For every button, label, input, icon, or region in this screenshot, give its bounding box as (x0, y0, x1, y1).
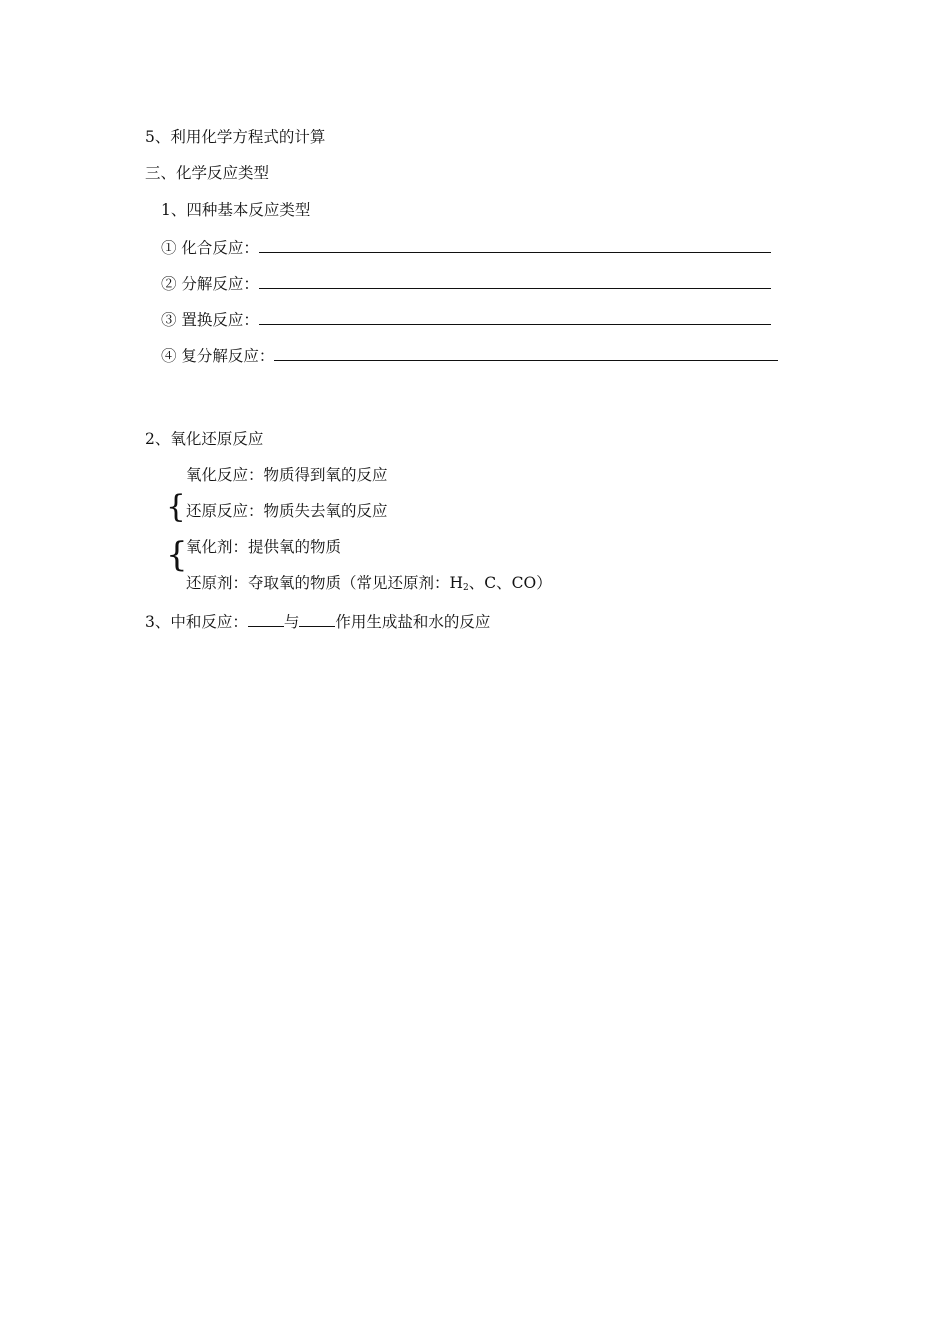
basic-type-item-2 (161, 272, 771, 294)
brace-agents: { (166, 535, 188, 575)
answer-blank[interactable] (274, 344, 778, 361)
basic-type-label: ④ 复分解反应： (161, 347, 275, 365)
basic-types-heading: 1、四种基本反应类型 (161, 201, 311, 219)
answer-blank[interactable] (259, 308, 771, 325)
reductant-text: 还原剂：夺取氧的物质（常见还原剂：H (186, 574, 464, 592)
neutralization-prefix: 3、中和反应： (145, 613, 248, 631)
redox-heading: 2、氧化还原反应 (145, 430, 264, 448)
brace-reaction: { (166, 489, 186, 525)
section-5-title: 5、利用化学方程式的计算 (145, 128, 326, 146)
basic-type-item-1 (161, 236, 771, 258)
oxidizing-agent: 氧化剂：提供氧的物质 (186, 538, 342, 556)
section-3-title: 三、化学反应类型 (145, 164, 270, 182)
neutralization-line (145, 610, 490, 632)
answer-blank[interactable] (248, 610, 284, 627)
basic-type-item-3 (161, 308, 771, 330)
answer-blank[interactable] (299, 610, 335, 627)
oxidation-reaction: 氧化反应：物质得到氧的反应 (186, 466, 388, 484)
reducing-agent (186, 573, 552, 598)
neutralization-middle: 与 (283, 613, 300, 631)
answer-blank[interactable] (259, 272, 771, 289)
basic-type-label: ② 分解反应： (161, 275, 259, 293)
basic-type-label: ① 化合反应： (161, 239, 259, 257)
reductant-text-end: 、C、CO） (468, 574, 552, 592)
neutralization-suffix: 作用生成盐和水的反应 (335, 613, 491, 631)
basic-type-label: ③ 置换反应： (161, 311, 259, 329)
answer-blank[interactable] (259, 236, 771, 253)
h2-subscript: 2 (463, 583, 469, 593)
reduction-reaction: 还原反应：物质失去氧的反应 (186, 502, 388, 520)
basic-type-item-4 (161, 344, 778, 366)
